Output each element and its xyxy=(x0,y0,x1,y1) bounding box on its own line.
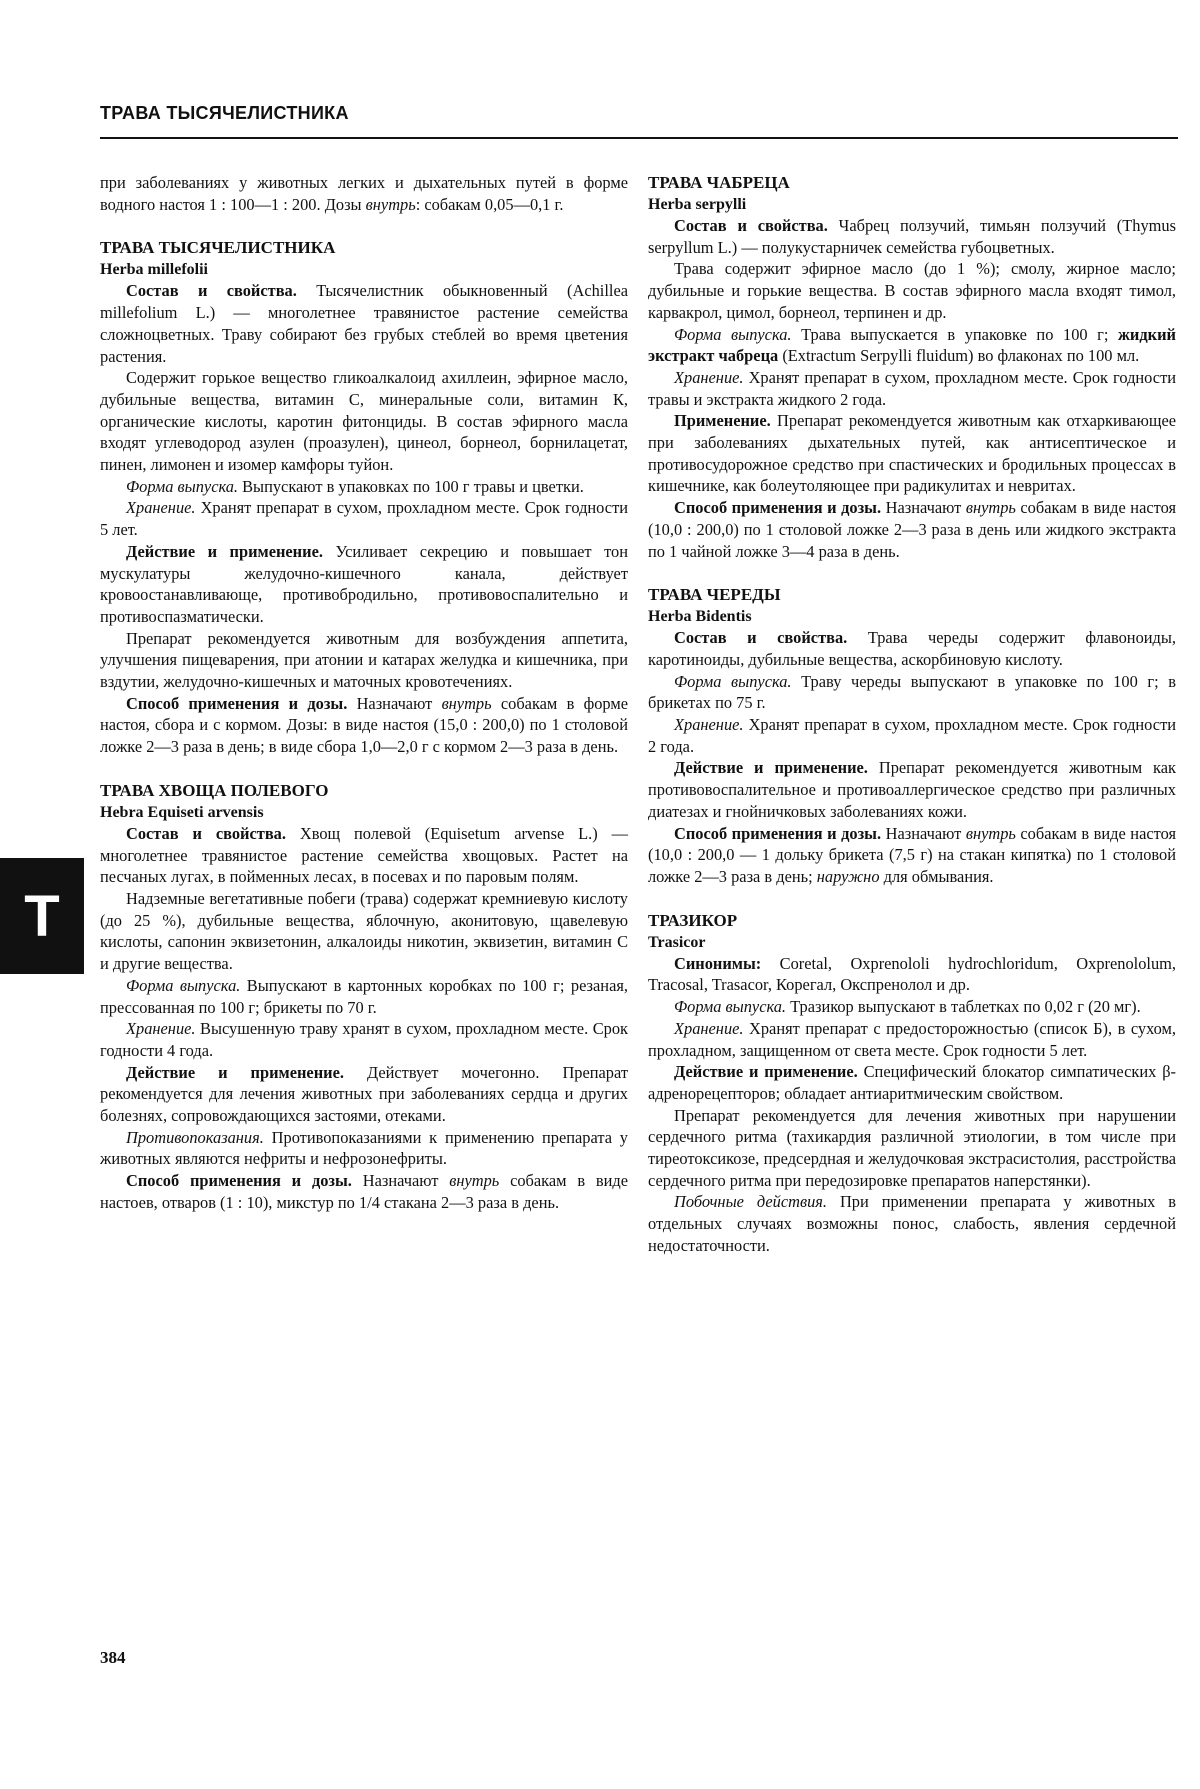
text: Назначают xyxy=(881,498,966,518)
thumb-index-tab xyxy=(0,858,84,974)
paragraph xyxy=(648,410,1176,497)
italic-text: внутрь xyxy=(965,498,1016,518)
page-number: 384 xyxy=(100,1648,126,1667)
italic-text: внутрь xyxy=(365,194,416,214)
left-column xyxy=(100,172,628,1236)
text: Чабрец ползучий, тимьян ползучий (Thymus serpyllum L.) — полукустарничек семейства губоцветных. xyxy=(648,216,1176,257)
section-heading: Синонимы: xyxy=(674,953,762,973)
paragraph xyxy=(100,476,628,498)
text: Препарат рекомендуется животным как противовоспалительное и противоаллергическое средство при различных диатезах и гнойничковых заболеваниях кожи. xyxy=(648,758,1176,821)
paragraph xyxy=(648,627,1176,670)
article-title: ТРАВА ХВОЩА ПОЛЕВОГО xyxy=(100,780,329,800)
article-latin-name: Hebra Equiseti arvensis xyxy=(100,803,264,821)
section-heading: Способ применения и дозы. xyxy=(674,823,882,843)
section-heading: Форма выпуска. xyxy=(674,997,787,1017)
paragraph xyxy=(648,367,1176,410)
paragraph xyxy=(100,823,628,888)
text: Хранят препарат в сухом, прохладном месте. Срок годности 5 лет. xyxy=(100,498,628,540)
article-latin-name: Trasicor xyxy=(648,933,706,951)
section-heading: Действие и применение. xyxy=(126,1062,344,1082)
section-heading: Побочные действия. xyxy=(674,1192,827,1212)
text: При применении препарата у животных в отдельных случаях возможны понос, слабость, явления сердечной недостаточности. xyxy=(648,1192,1177,1255)
text: собакам в виде настоя (10,0 : 200,0 — 1 дольку брикета (7,5 г) на стакан кипятка) по 1 столовой ложке 2—3 раза в день; xyxy=(648,823,1176,886)
italic-text: внутрь xyxy=(441,693,492,713)
text: при заболеваниях у животных легких и дыхательных путей в форме водного настоя 1 : 100—1 : 200. Дозы xyxy=(100,173,628,214)
text: Траву череды выпускают в упаковке по 100 г; в брикетах по 75 г. xyxy=(648,671,1176,713)
text: собакам в форме настоя, сбора и с кормом. Дозы: в виде настоя (15,0 : 200,0) по 1 столовой ложке 2—3 раза в день; в виде сбора 1,0—2,0 г с кормом 2—3 раза в день. xyxy=(100,693,629,757)
paragraph xyxy=(648,714,1176,757)
text: Трава выпускается в упаковке по 100 г; xyxy=(791,324,1119,344)
article-latin-name: Herba serpylli xyxy=(648,196,747,213)
text: Назначают xyxy=(881,823,966,843)
text: Высушенную траву хранят в сухом, прохладном месте. Срок годности 4 года. xyxy=(100,1019,628,1060)
section-heading: Состав и свойства. xyxy=(126,281,297,301)
article-latin-name: Herba millefolii xyxy=(100,261,208,279)
text: для обмывания. xyxy=(879,866,994,886)
paragraph xyxy=(100,975,628,1018)
section-heading: Состав и свойства. xyxy=(674,216,828,235)
paragraph xyxy=(100,1062,628,1127)
article-herba-serpylli xyxy=(648,172,1176,562)
text: Действует мочегонно. Препарат рекомендуется для лечения животных при заболеваниях сердца и других болезнях, сопровождающихся застоями, отеками. xyxy=(100,1062,629,1126)
article-title: ТРАВА ЧАБРЕЦА xyxy=(648,173,790,192)
text: Препарат рекомендуется животным как отхаркивающее при заболеваниях дыхательных путей, как антисептическое и противосудорожное средство при спастических и бродильных процессах в кишечнике, как болеутоляющее при радикулитах и невритах. xyxy=(648,411,1176,496)
paragraph xyxy=(100,1170,628,1213)
article-title: ТРАВА ЧЕРЕДЫ xyxy=(648,585,781,605)
intro-continuation xyxy=(100,172,628,215)
paragraph xyxy=(648,324,1176,367)
paragraph xyxy=(648,1191,1176,1256)
section-heading: Способ применения и дозы. xyxy=(126,693,348,713)
text: : собакам 0,05—0,1 г. xyxy=(415,194,564,214)
paragraph xyxy=(100,693,628,758)
section-heading: Способ применения и дозы. xyxy=(674,498,882,518)
right-column xyxy=(648,172,1176,1279)
section-heading: Форма выпуска. xyxy=(674,324,792,344)
section-heading: Хранение. xyxy=(674,367,744,387)
paragraph: Содержит горькое вещество гликоалкалоид ахиллеин, эфирное масло, дубильные вещества, витамин С, минеральные соли, витамин К, органические кислоты, каротин фитонциды. В состав эфирного масла входят углеводород азулен (проазулен), цинеол, борнеол, борнилацетат, пинен, лимонен и изомер камфоры туйон. xyxy=(100,368,628,475)
text: Тысячелистник обыкновенный (Achillea millefolium L.) — многолетнее травянистое растение семейства сложноцветных. Траву собирают без грубых стеблей во время цветения растения. xyxy=(100,281,628,366)
paragraph xyxy=(100,1127,628,1170)
paragraph xyxy=(100,1018,628,1061)
running-title: ТРАВА ТЫСЯЧЕЛИСТНИКА xyxy=(100,103,349,123)
article-title: ТРАВА ТЫСЯЧЕЛИСТНИКА xyxy=(100,238,336,258)
article-latin-name: Herba Bidentis xyxy=(648,608,752,626)
text: Хранят препарат с предосторожностью (список Б), в сухом, прохладном, защищенном от света месте. Срок годности 5 лет. xyxy=(648,1018,1176,1060)
header-rule xyxy=(100,137,1178,139)
section-heading: Состав и свойства. xyxy=(126,823,286,843)
text: собакам в виде настоя (10,0 : 200,0) по 1 столовой ложке 2—3 раза в день или жидкого экстракта по 1 чайной ложке 3—4 раза в день. xyxy=(648,498,1176,561)
tab-letter: Т xyxy=(24,883,60,949)
section-heading: Состав и свойства. xyxy=(674,628,848,648)
text: Coretal, Oxprenololi hydrochloridum, Oxprenololum, Tracosal, Trasacor, Корегал, Окспренолол и др. xyxy=(648,953,1176,995)
article-title: ТРАЗИКОР xyxy=(648,910,738,930)
paragraph xyxy=(648,953,1176,996)
paragraph xyxy=(648,1018,1176,1061)
paragraph: Препарат рекомендуется животным для возбуждения аппетита, улучшения пищеварения, при атонии и катарах желудка и кишечника, при вздутии, желудочно-кишечных и маточных кровотечениях. xyxy=(100,628,628,692)
section-heading: Противопоказания. xyxy=(126,1127,264,1147)
section-heading: Хранение. xyxy=(674,1018,744,1038)
section-heading: Хранение. xyxy=(126,1019,196,1039)
section-heading: Действие и применение. xyxy=(126,541,323,561)
paragraph: Надземные вегетативные побеги (трава) содержат кремниевую кислоту (до 25 %), дубильные вещества, яблочную, аконитовую, щавелевую кислоты, сапонин эквизетонин, алкалоиды никотин, эквизетин, витамин С и другие вещества. xyxy=(100,888,628,974)
article-herba-millefolii xyxy=(100,237,628,757)
article-trasicor xyxy=(648,910,1176,1257)
section-heading: Хранение. xyxy=(674,715,744,735)
text: Тразикор выпускают в таблетках по 0,02 г (20 мг). xyxy=(786,997,1141,1017)
text: Хранят препарат в сухом, прохладном месте. Срок годности 2 года. xyxy=(648,715,1176,756)
paragraph xyxy=(100,280,628,367)
text: (Extractum Serpylli fluidum) во флаконах по 100 мл. xyxy=(778,346,1140,366)
section-heading: Хранение. xyxy=(126,498,196,518)
section-heading: Форма выпуска. xyxy=(126,476,239,496)
text: Хвощ полевой (Equisetum arvense L.) — многолетнее травянистое растение семейства хвощовых. Растет на песчаных лугах, в пойменных лесах, в посевах и по паровым полям. xyxy=(100,823,628,887)
text: собакам в виде настоев, отваров (1 : 10), микстур по 1/4 стакана 2—3 раза в день. xyxy=(100,1171,628,1212)
article-herba-bidentis xyxy=(648,584,1176,887)
paragraph xyxy=(648,996,1176,1018)
text: Противопоказаниями к применению препарата у животных являются нефриты и нефрозонефриты. xyxy=(100,1127,628,1169)
paragraph xyxy=(100,541,628,628)
section-heading: Действие и применение. xyxy=(674,1062,858,1082)
text: Специфический блокатор симпатических β-адренорецепторов; обладает антиаритмическим свойством. xyxy=(648,1062,1176,1103)
section-heading: Способ применения и дозы. xyxy=(126,1171,352,1191)
section-heading: Форма выпуска. xyxy=(126,975,241,995)
paragraph: Препарат рекомендуется для лечения животных при нарушении сердечного ритма (тахикардия различной этиологии, в том числе при тиреотоксикозе, предсердная и желудочковая экстрасистолия, расстройства сердечного ритма при передозировке препаратов наперстянки). xyxy=(648,1105,1176,1190)
section-heading: Действие и применение. xyxy=(674,758,868,778)
paragraph xyxy=(648,757,1176,822)
paragraph xyxy=(648,671,1176,714)
paragraph xyxy=(648,1061,1176,1104)
bold-text: жидкий экстракт чабреца xyxy=(648,324,1176,366)
text: Выпускают в картонных коробках по 100 г; резаная, прессованная по 100 г; брикеты по 70 г. xyxy=(100,975,628,1017)
paragraph xyxy=(100,497,628,540)
paragraph: Трава содержит эфирное масло (до 1 %); смолу, жирное масло; дубильные и горькие вещества. В состав эфирного масла входят тимол, карвакрол, цимол, борнеол, терпинен и др. xyxy=(648,259,1176,322)
paragraph xyxy=(100,172,628,215)
paragraph xyxy=(648,823,1176,888)
text: Усиливает секрецию и повышает тон мускулатуры желудочно-кишечного канала, действует кровоостанавливающе, противобродильно, противовоспалительно и противоспазматически. xyxy=(100,541,628,626)
italic-text: внутрь xyxy=(965,823,1016,843)
text: Выпускают в упаковках по 100 г травы и цветки. xyxy=(238,476,584,496)
text: Трава череды содержит флавоноиды, каротиноиды, дубильные вещества, аскорбиновую кислоту. xyxy=(648,628,1176,669)
italic-text: наружно xyxy=(816,866,880,886)
italic-text: внутрь xyxy=(449,1171,500,1191)
article-herba-equiseti xyxy=(100,780,628,1214)
text: Хранят препарат в сухом, прохладном месте. Срок годности травы и экстракта жидкого 2 года. xyxy=(648,367,1176,409)
text: Назначают xyxy=(347,693,442,713)
section-heading: Применение. xyxy=(674,411,771,431)
section-heading: Форма выпуска. xyxy=(674,671,792,691)
paragraph xyxy=(648,215,1176,258)
paragraph xyxy=(648,497,1176,562)
text: Назначают xyxy=(351,1171,450,1191)
